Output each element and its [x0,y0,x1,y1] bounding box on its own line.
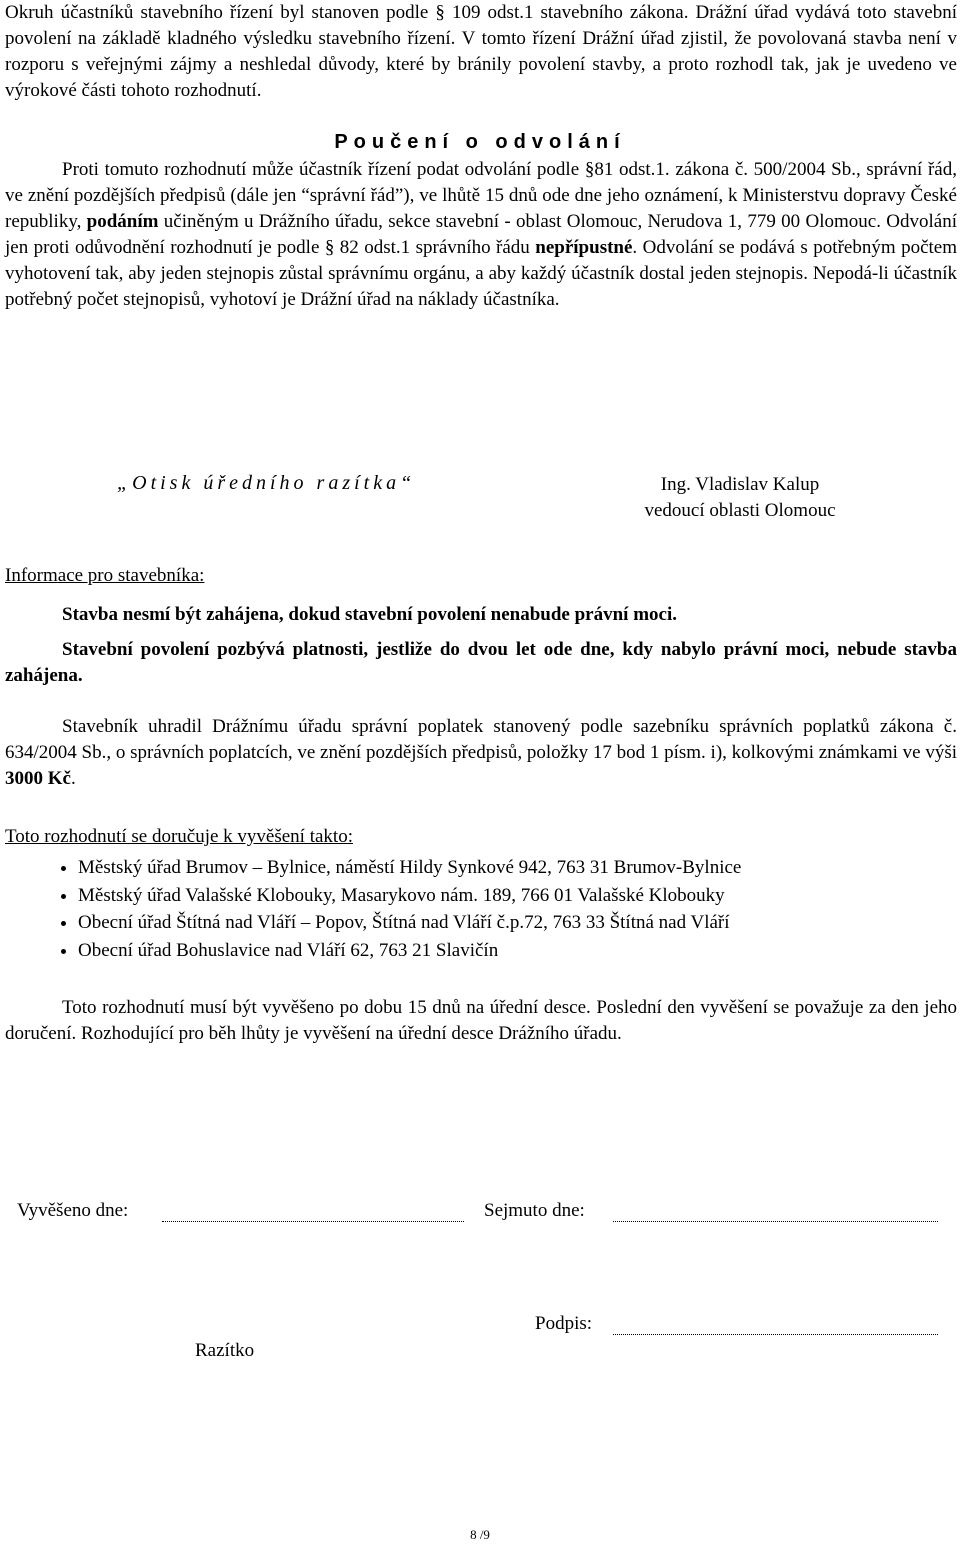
posting-notice [5,995,957,1047]
signer-block [590,472,890,524]
official-stamp-placeholder: „Otisk úředního razítka“ [117,472,416,494]
appeal-paragraph [5,157,957,313]
appeal-text-a: Proti tomuto rozhodnutí může účastník řízení podat odvolání podle §81 odst.1. zákona č. 500/2004 Sb., správní řád, ve znění pozdějších předpisů (dále jen “správní řád”), ve lhůtě 15 dnů ode dne jeho oznámení, k Ministerstvu dopravy České republiky, [5,159,957,232]
delivery-heading: Toto rozhodnutí se doručuje k vyvěšení takto: [5,826,353,847]
appeal-text-b: učiněným u Drážního úřadu, sekce stavební - oblast Olomouc, Nerudova 1, 779 00 Olomouc. Odvolání jen proti odůvodnění rozhodnutí je podle § 82 odst.1 správního řádu [5,211,957,258]
signature-line[interactable] [613,1334,938,1335]
stamp-label: Razítko [195,1340,255,1361]
info-heading: Informace pro stavebníka: [5,565,205,586]
fee-paragraph [5,714,957,792]
signer-role: vedoucí oblasti Olomouc [644,500,836,521]
list-item: • Městský úřad Valašské Klobouky, Masarykovo nám. 189, 766 01 Valašské Klobouky [78,882,958,910]
info-bold-1: Stavba nesmí být zahájena, dokud stavební povolení nenabude právní moci. [62,604,677,625]
signature-label: Podpis: [535,1313,593,1334]
appeal-bold-b: nepřípustné [535,237,633,258]
posting-notice-text: Toto rozhodnutí musí být vyvěšeno po dobu 15 dnů na úřední desce. Poslední den vyvěšení se považuje za den jeho doručení. Rozhodující pro běh lhůty je vyvěšení na úřední desce Drážního úřadu. [5,997,957,1044]
appeal-bold-a: podáním [86,211,159,232]
removed-date-label: Sejmuto dne: [484,1200,585,1221]
list-item: • Obecní úřad Bohuslavice nad Vláří 62, 763 21 Slavičín [78,937,958,965]
appeal-heading: Poučení o odvolání [334,131,626,153]
page-number: 8 /9 [470,1527,490,1542]
list-item: • Obecní úřad Štítná nad Vláří – Popov, Štítná nad Vláří č.p.72, 763 33 Štítná nad Vláří [78,909,958,937]
recipient-list [40,854,958,964]
posted-date-line[interactable] [162,1221,464,1222]
removed-date-line[interactable] [613,1221,938,1222]
appeal-text-c: . Odvolání se podává s potřebným počtem vyhotovení tak, aby jeden stejnopis zůstal správnímu orgánu, a aby každý účastník dostal jeden stejnopis. Nepodá-li účastník potřebný počet stejnopisů, vyhotoví je Drážní úřad na náklady účastníka. [5,237,957,310]
fee-text: Stavebník uhradil Drážnímu úřadu správní poplatek stanovený podle sazebníku správních poplatků zákona č. 634/2004 Sb., o správních poplatcích, ve znění pozdějších předpisů, položky 17 bod 1 písm. i), kolkovými známkami ve výši [5,716,957,763]
info-bold-2-text: Stavební povolení pozbývá platnosti, jestliže do dvou let ode dne, kdy nabylo právní moci, nebude stavba zahájena. [5,639,957,686]
fee-end: . [70,768,76,789]
list-item: • Městský úřad Brumov – Bylnice, náměstí Hildy Synkové 942, 763 31 Brumov-Bylnice [78,854,958,882]
fee-amount: 3000 Kč [5,768,71,789]
intro-paragraph: Okruh účastníků stavebního řízení byl stanoven podle § 109 odst.1 stavebního zákona. Drážní úřad vydává toto stavební povolení na základě kladného výsledku stavebního řízení. V tomto řízení Drážní úřad zjistil, že povolovaná stavba není v rozporu s veřejnými zájmy a neshledal důvody, které by bránily povolení stavby, a proto rozhodl tak, jak je uvedeno ve výrokové části tohoto rozhodnutí. [5,2,957,101]
signer-name: Ing. Vladislav Kalup [660,474,820,495]
info-bold-2 [5,637,957,689]
posted-date-label: Vyvěšeno dne: [17,1200,129,1221]
